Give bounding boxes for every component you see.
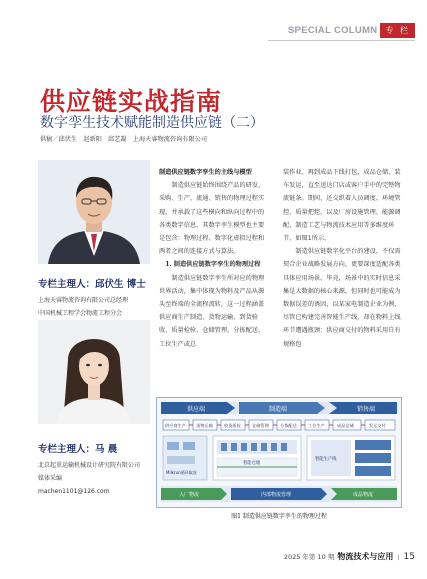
stage-supplier: 供应商生产 <box>165 423 186 428</box>
page-number: 15 <box>403 551 415 562</box>
man-portrait-image <box>38 160 150 264</box>
body-column-1 <box>159 166 269 351</box>
paragraph: 制造供应链数字孪生所对应的物理世界活动，集中体现为物料及产品从源头至终端的全流程流转，这一过程涵盖供应商生产制造、货物运输、到货验收、质量检验、仓储管理、分拣配送、工位生产或总 <box>159 274 265 348</box>
host1-photo <box>38 160 150 264</box>
band-outbound: 成品物流 <box>353 492 374 498</box>
paragraph: 制造供应链数字化平台的建设，不仅需契合企业战略发展方向，更要深度适配各类具体应用场景。毕竟，场景中的实时信息采集是大数据的核心来源，但同时也可能成为数据误差的诱因，以某家电制造企业为例，尽管已构建完善智能生产线，却在物料上线环节遭遇瓶颈：供应商交付的物料采用自有规格包 <box>283 248 401 348</box>
stage-transport: 货物运输 <box>196 423 213 428</box>
supply-chain-process-diagram <box>157 398 401 507</box>
host2-photo <box>38 320 150 424</box>
column-label-cn: 专 栏 <box>380 23 415 38</box>
band-internal: 内部物流管理 <box>261 492 292 498</box>
figure-caption: 图1 制造供应链数字孪生的物理过程 <box>231 513 327 520</box>
byline: 供稿／邱伏生 赵新阳 邱艺凝 上海天睿物流咨询有限公司 <box>40 136 208 143</box>
milkrun-label: Milkrun循环取货 <box>166 470 197 475</box>
article-title: 供应链实战指南 <box>40 87 223 116</box>
host2-label: 专栏主理人：马 晨 <box>38 444 118 455</box>
stage-warehouse: 仓储管理 <box>252 423 269 428</box>
host2-bio-line: 媒体采编 <box>38 475 63 482</box>
subsection-heading: 1. 制造供应链数字孪生的物理过程 <box>165 261 261 269</box>
column-header <box>268 22 415 38</box>
column-label-en: SPECIAL COLUMN <box>287 24 378 36</box>
paragraph: 装作业、再到成品下线打包、成品仓储、装车发运，直至送达门店或客户手中的完整物流链条。期间，还交织着人员调度、环境管控、质量把控，以及厂房设施管理、能源调配、制造工艺与物流技术应用等多维度环节，如图1所示。 <box>283 169 401 243</box>
band-make: 制造端 <box>269 406 288 413</box>
wms-label: 智能仓储 <box>243 461 261 466</box>
host1-bio-line: 中国机械工程学会物流工程分会 <box>38 310 123 317</box>
magazine-name: 物流技术与应用 <box>337 551 394 561</box>
issue-label: 2025 年第 10 期 <box>283 553 335 561</box>
stage-fg-storage: 成品仓储 <box>337 423 354 428</box>
host2-email[interactable]: machen1101@126.com <box>38 488 110 495</box>
host1-bio-line: 上海天睿物流咨询有限公司总经理 <box>38 297 129 304</box>
band-inbound: 入厂物流 <box>179 492 200 498</box>
article-subtitle: 数字孪生技术赋能制造供应链（二） <box>40 115 264 131</box>
stage-production: 工位生产 <box>308 423 325 428</box>
stage-sorting: 分拣配送 <box>280 423 297 428</box>
mes-label: 智能生产线 <box>315 457 337 462</box>
body-column-2 <box>283 166 401 351</box>
figure-1 <box>156 397 402 508</box>
paragraph: 制造供应链始终围绕产品的研发、采购、生产、流通、销售的物理过程实现，并承载了这些横向和纵向过程中的各类数字信息，其数字孪生模型也主要是包含：物理过程、数字化虚拟过程和两者之间的连接方式与算法。 <box>159 182 265 256</box>
header-divider <box>268 40 415 41</box>
host2-bio-line: 北京起重运输机械设计研究院有限公司 <box>38 462 141 469</box>
host2-bio <box>38 459 140 498</box>
band-sales: 销售端 <box>357 406 376 413</box>
page-footer <box>283 551 415 562</box>
band-supply: 供应端 <box>187 406 206 413</box>
stage-delivery: 发运交付 <box>369 423 386 428</box>
host1-label: 专栏主理人：邱伏生 博士 <box>38 279 146 290</box>
section-heading: 制造供应链数字孪生的主线与模型 <box>159 169 252 176</box>
woman-portrait-image <box>38 320 150 424</box>
footer-separator: | <box>397 552 400 561</box>
stage-receiving: 收货质检 <box>224 423 241 428</box>
